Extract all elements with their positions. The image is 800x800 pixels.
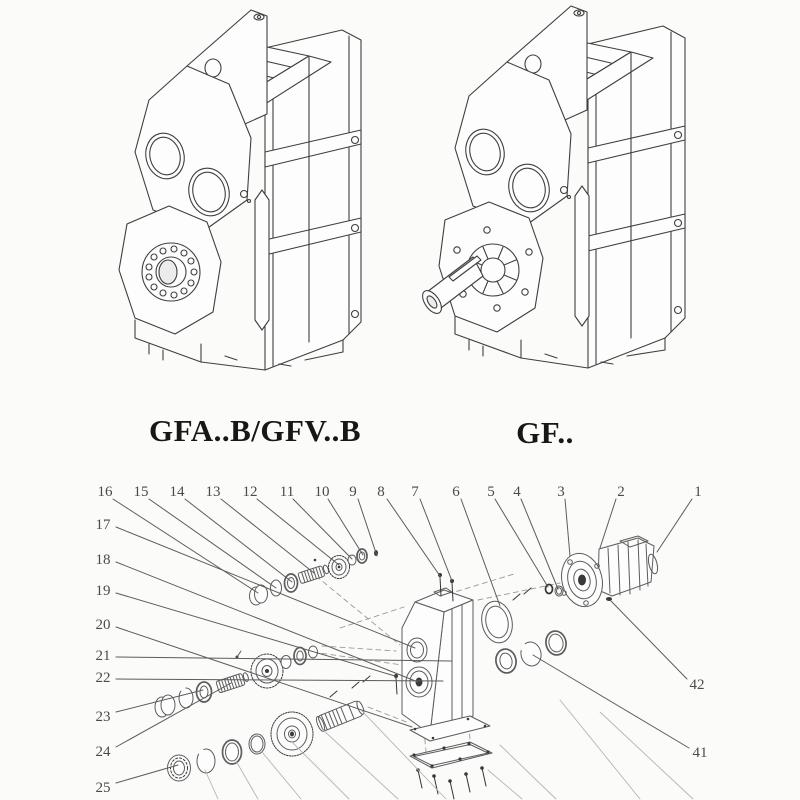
callout-number-20: 20 — [95, 617, 111, 633]
callout-number-25: 25 — [95, 780, 111, 796]
callout-number-2: 2 — [617, 484, 625, 500]
motor-unit — [556, 536, 659, 611]
leader-line-13 — [221, 499, 314, 573]
callout-number-1: 1 — [694, 484, 702, 500]
leader-line-5 — [495, 499, 548, 587]
callout-number-42: 42 — [689, 677, 705, 693]
leader-line-9 — [358, 499, 377, 556]
callout-number-12: 12 — [242, 484, 258, 500]
callout-number-18: 18 — [95, 552, 111, 568]
leader-line-22 — [116, 679, 443, 681]
callout-number-10: 10 — [314, 484, 330, 500]
callout-number-7: 7 — [411, 484, 419, 500]
callout-number-41: 41 — [692, 745, 708, 761]
callout-number-23: 23 — [95, 709, 111, 725]
callout-number-5: 5 — [487, 484, 495, 500]
leader-line-41 — [533, 655, 689, 748]
exploded-view-drawing — [0, 470, 800, 800]
callout-number-24: 24 — [95, 744, 111, 760]
callout-number-17: 17 — [95, 517, 111, 533]
callout-number-19: 19 — [95, 583, 111, 599]
leader-line-8 — [387, 499, 440, 576]
leader-line-1 — [657, 499, 692, 552]
callout-number-21: 21 — [95, 648, 111, 664]
leader-line-12 — [257, 499, 339, 565]
leader-line-16 — [113, 499, 258, 593]
flange-bolts-washers — [513, 585, 563, 601]
leader-line-14 — [185, 499, 292, 582]
bottom-cover-plate — [410, 742, 492, 768]
leader-line-3 — [565, 499, 570, 556]
callout-number-16: 16 — [97, 484, 113, 500]
gearbox-left-drawing — [105, 4, 395, 396]
leader-line-17 — [116, 527, 415, 648]
leader-line-7 — [420, 499, 452, 581]
leader-line-15 — [149, 499, 276, 588]
callout-number-8: 8 — [377, 484, 385, 500]
callout-number-22: 22 — [95, 670, 111, 686]
input-shaft-cluster — [250, 549, 379, 605]
cover-bolts — [416, 766, 486, 799]
gearbox-left-art — [119, 10, 361, 370]
callout-number-3: 3 — [557, 484, 565, 500]
intermediate-shaft-cluster — [155, 646, 318, 717]
leader-line-24 — [116, 683, 231, 747]
leader-line-4 — [521, 499, 558, 589]
callout-number-13: 13 — [205, 484, 221, 500]
model-label-left: GFA..B/GFV..B — [148, 413, 362, 448]
leader-line-6 — [461, 499, 500, 606]
callout-number-15: 15 — [133, 484, 149, 500]
callout-number-9: 9 — [349, 484, 357, 500]
leader-line-2 — [600, 499, 616, 548]
gearbox-right-art — [419, 6, 685, 368]
callout-number-6: 6 — [452, 484, 460, 500]
gearbox-right-drawing — [413, 2, 723, 400]
callout-number-14: 14 — [169, 484, 185, 500]
leader-line-11 — [293, 499, 352, 559]
callout-number-4: 4 — [513, 484, 521, 500]
callout-number-11: 11 — [279, 484, 295, 500]
model-label-right: GF.. — [516, 415, 574, 450]
leader-line-10 — [328, 499, 363, 555]
leader-line-42 — [611, 601, 687, 679]
